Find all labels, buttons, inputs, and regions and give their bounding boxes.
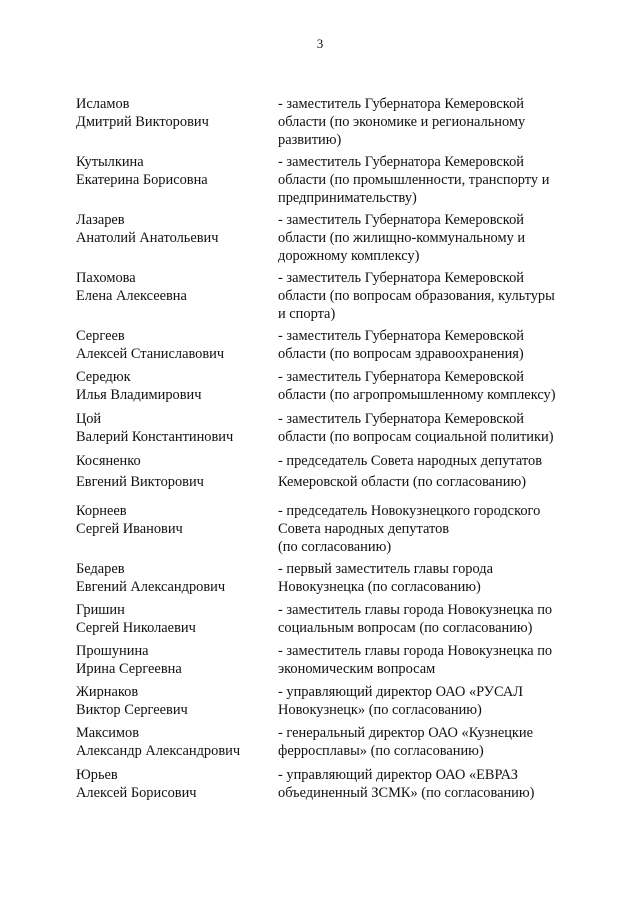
- surname: Косяненко: [76, 453, 141, 469]
- position-description: [278, 95, 578, 149]
- position-line: и спорта): [278, 306, 336, 322]
- position-description: [278, 683, 578, 719]
- given-names: Александр Александрович: [76, 743, 241, 759]
- given-names: Валерий Константинович: [76, 429, 234, 445]
- position-description: [278, 327, 578, 363]
- person-name: [76, 683, 272, 719]
- position-line: области (по вопросам здравоохранения): [278, 346, 524, 362]
- position-description: [278, 368, 578, 404]
- surname: Пахомова: [76, 270, 136, 286]
- position-line: - заместитель Губернатора Кемеровской: [278, 154, 524, 170]
- person-name: [76, 560, 272, 596]
- surname: Лазарев: [76, 212, 125, 228]
- position-line: - заместитель главы города Новокузнецка по: [278, 602, 553, 618]
- given-names: Елена Алексеевна: [76, 288, 187, 304]
- position-description: [278, 153, 578, 207]
- given-names: Алексей Борисович: [76, 785, 197, 801]
- position-line: - генеральный директор ОАО «Кузнецкие: [278, 725, 533, 741]
- position-line: (по согласованию): [278, 539, 392, 555]
- position-line: - заместитель Губернатора Кемеровской: [278, 270, 524, 286]
- position-line: Совета народных депутатов: [278, 521, 450, 537]
- surname: Кутылкина: [76, 154, 144, 170]
- person-name: [76, 368, 272, 404]
- position-line: - управляющий директор ОАО «ЕВРАЗ: [278, 767, 518, 783]
- position-line: области (по вопросам социальной политики): [278, 429, 554, 445]
- person-name: [76, 502, 272, 538]
- person-name: [76, 766, 272, 802]
- given-names: Илья Владимирович: [76, 387, 202, 403]
- given-names: Виктор Сергеевич: [76, 702, 188, 718]
- person-name: [76, 211, 272, 247]
- position-line: - заместитель Губернатора Кемеровской: [278, 96, 524, 112]
- person-name: [76, 95, 272, 131]
- given-names: Дмитрий Викторович: [76, 114, 209, 130]
- position-description: [278, 502, 578, 556]
- person-name: [76, 601, 272, 637]
- position-line: Новокузнецка (по согласованию): [278, 579, 481, 595]
- position-line: - заместитель Губернатора Кемеровской: [278, 328, 524, 344]
- position-description: [278, 766, 578, 802]
- position-line: объединенный ЗСМК» (по согласованию): [278, 785, 535, 801]
- position-line: - председатель Совета народных депутатов: [278, 453, 542, 469]
- position-line: ферросплавы» (по согласованию): [278, 743, 484, 759]
- position-line: развитию): [278, 132, 342, 148]
- position-line: - заместитель Губернатора Кемеровской: [278, 212, 524, 228]
- position-line: - управляющий директор ОАО «РУСАЛ: [278, 684, 524, 700]
- person-name: [76, 269, 272, 305]
- surname: Юрьев: [76, 767, 118, 783]
- person-name: [76, 642, 272, 678]
- position-description: [278, 601, 578, 637]
- position-line: экономическим вопросам: [278, 661, 436, 677]
- position-line: области (по вопросам образования, культуры: [278, 288, 555, 304]
- surname: Сергеев: [76, 328, 125, 344]
- given-names: Анатолий Анатольевич: [76, 230, 219, 246]
- position-line: области (по жилищно-коммунальному и: [278, 230, 526, 246]
- surname: Середюк: [76, 369, 131, 385]
- position-description: [278, 269, 578, 323]
- position-description: [278, 724, 578, 760]
- position-line: - заместитель Губернатора Кемеровской: [278, 411, 524, 427]
- person-name: [76, 452, 272, 491]
- position-description: [278, 211, 578, 265]
- given-names: Евгений Александрович: [76, 579, 226, 595]
- position-description: [278, 452, 578, 491]
- position-line: Кемеровской области (по согласованию): [278, 474, 527, 490]
- surname: Гришин: [76, 602, 125, 618]
- surname: Цой: [76, 411, 102, 427]
- surname: Прошунина: [76, 643, 149, 659]
- position-line: - первый заместитель главы города: [278, 561, 493, 577]
- person-name: [76, 724, 272, 760]
- person-name: [76, 327, 272, 363]
- person-name: [76, 410, 272, 446]
- position-line: дорожному комплексу): [278, 248, 420, 264]
- position-line: социальным вопросам (по согласованию): [278, 620, 533, 636]
- position-description: [278, 410, 578, 446]
- position-line: области (по экономике и региональному: [278, 114, 526, 130]
- surname: Корнеев: [76, 503, 127, 519]
- given-names: Евгений Викторович: [76, 474, 204, 490]
- position-line: области (по агропромышленному комплексу): [278, 387, 556, 403]
- surname: Исламов: [76, 96, 130, 112]
- position-line: - председатель Новокузнецкого городского: [278, 503, 541, 519]
- position-description: [278, 560, 578, 596]
- page-number: 3: [316, 36, 324, 51]
- given-names: Сергей Иванович: [76, 521, 183, 537]
- surname: Жирнаков: [76, 684, 139, 700]
- position-line: Новокузнецк» (по согласованию): [278, 702, 482, 718]
- position-description: [278, 642, 578, 678]
- position-line: области (по промышленности, транспорту и: [278, 172, 550, 188]
- position-line: - заместитель главы города Новокузнецка по: [278, 643, 553, 659]
- given-names: Ирина Сергеевна: [76, 661, 182, 677]
- surname: Максимов: [76, 725, 140, 741]
- given-names: Алексей Станиславович: [76, 346, 225, 362]
- person-name: [76, 153, 272, 189]
- given-names: Сергей Николаевич: [76, 620, 196, 636]
- given-names: Екатерина Борисовна: [76, 172, 208, 188]
- position-line: предпринимательству): [278, 190, 417, 206]
- surname: Бедарев: [76, 561, 125, 577]
- position-line: - заместитель Губернатора Кемеровской: [278, 369, 524, 385]
